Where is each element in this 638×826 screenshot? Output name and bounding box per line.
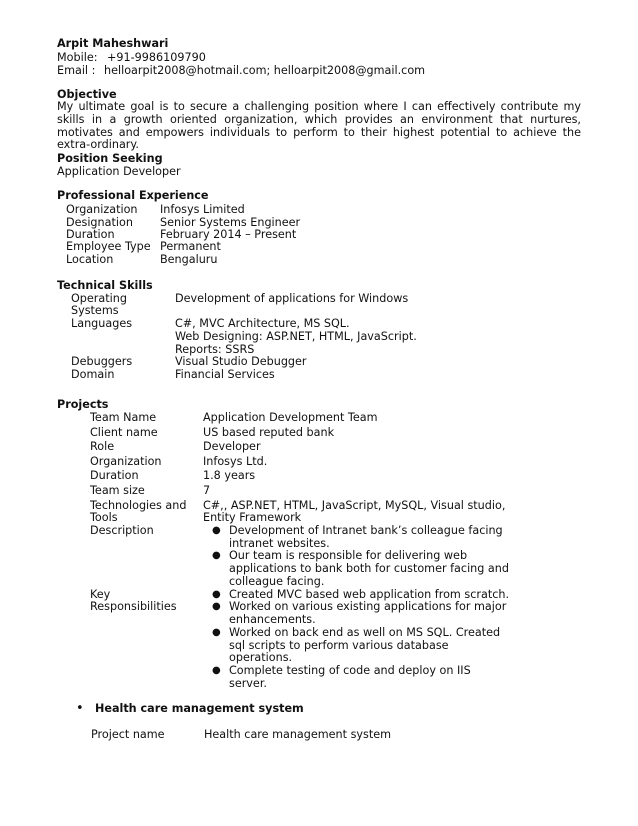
project-name-label: Project name [91,728,165,741]
mobile-label: Mobile: [57,51,98,64]
project-label: Team Name [90,411,157,424]
email-label: Email : [57,64,96,77]
bullet-icon: ● [212,525,221,536]
project-value: 7 [203,484,211,497]
email-value: helloarpit2008@hotmail.com; helloarpit2008@gmail.com [104,64,426,77]
project-label: Tools [90,511,118,524]
skills-label: Operating [71,292,127,305]
experience-label: Organization [66,203,138,216]
project-label: Team size [90,484,145,497]
skills-value: Development of applications for Windows [175,292,409,305]
projects-heading: Projects [57,398,109,411]
bullet-icon: ● [212,550,221,561]
responsibility-item: operations. [229,651,293,664]
project-value: Application Development Team [203,411,378,424]
mobile-value: +91-9986109790 [107,51,206,64]
description-item: Our team is responsible for delivering web [229,549,468,562]
project-label: Duration [90,469,139,482]
bullet-icon: ● [212,601,221,612]
project-label: Responsibilities [90,600,177,613]
project-label: Description [90,524,154,537]
description-item: intranet websites. [229,537,330,550]
bullet-icon: ● [212,665,221,676]
responsibility-item: Worked on various existing applications for major [229,600,507,613]
responsibility-item: sql scripts to perform various database [229,639,449,652]
candidate-name: Arpit Maheshwari [57,37,169,50]
project-label: Key [90,588,111,601]
responsibility-item: server. [229,677,267,690]
objective-text: My ultimate goal is to secure a challenging position where I can effectively contribute my skills in a growth oriented organization, which provides an environment that nurtures, motivates and empowers individuals to perform to their highest potential to achieve the extra-ordinary. [57,100,581,152]
responsibility-item: Complete testing of code and deploy on IIS [229,664,471,677]
experience-value: Infosys Limited [160,203,245,216]
skills-label: Domain [71,368,115,381]
experience-label: Duration [66,228,115,241]
project-label: Role [90,440,115,453]
responsibility-item: enhancements. [229,613,316,626]
experience-value: February 2014 – Present [160,228,297,241]
project-value: US based reputed bank [203,426,335,439]
project-label: Client name [90,426,158,439]
objective-heading: Objective [57,88,117,101]
bullet-icon: ● [212,627,221,638]
project-label: Technologies and [90,499,187,512]
skills-label: Systems [71,304,119,317]
experience-value: Permanent [160,240,221,253]
project-value: C#,, ASP.NET, HTML, JavaScript, MySQL, Visual studio, [203,499,506,512]
section-bullet-icon: • [76,701,84,716]
experience-label: Employee Type [66,240,151,253]
skills-heading: Technical Skills [57,279,153,292]
skills-value: C#, MVC Architecture, MS SQL. [175,317,350,330]
skills-value: Web Designing: ASP.NET, HTML, JavaScript. [175,330,417,343]
project-value: Developer [203,440,261,453]
description-item: Development of Intranet bank’s colleague facing [229,524,503,537]
experience-heading: Professional Experience [57,189,209,202]
skills-label: Languages [71,317,133,330]
position-heading: Position Seeking [57,152,163,165]
position-value: Application Developer [57,165,181,178]
experience-value: Bengaluru [160,253,218,266]
description-item: colleague facing. [229,575,325,588]
experience-label: Designation [66,216,133,229]
project-value: Entity Framework [203,511,302,524]
experience-label: Location [66,253,114,266]
project-name-value: Health care management system [204,728,392,741]
skills-label: Debuggers [71,355,133,368]
skills-value: Reports: SSRS [175,343,255,356]
skills-value: Financial Services [175,368,275,381]
description-item: applications to bank both for customer facing and [229,562,509,575]
project-value: Infosys Ltd. [203,455,268,468]
project-value: 1.8 years [203,469,256,482]
skills-value: Visual Studio Debugger [175,355,307,368]
responsibility-item: Created MVC based web application from scratch. [229,588,509,601]
experience-value: Senior Systems Engineer [160,216,301,229]
project-label: Organization [90,455,162,468]
responsibility-item: Worked on back end as well on MS SQL. Created [229,626,501,639]
health-project-title: Health care management system [95,702,304,715]
bullet-icon: ● [212,589,221,600]
